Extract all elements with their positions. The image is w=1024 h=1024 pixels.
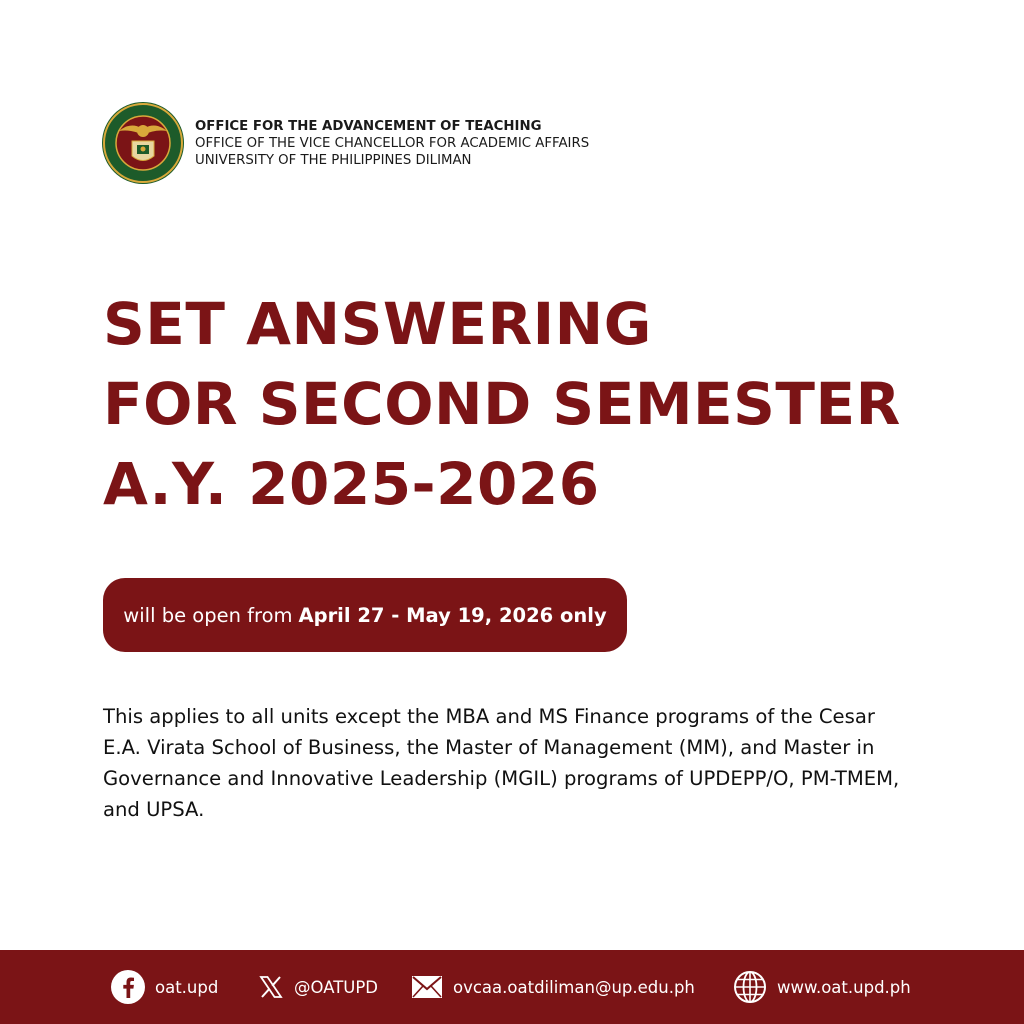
email-contact[interactable] [411, 950, 695, 1024]
coverage-note: This applies to all units except the MBA and MS Finance programs of the Cesar E.A. Virata School of Business, the Master of Management (MM), and Master in Governance and Innovative Leadership (MGIL) programs of UPDEPP/O, PM-TMEM, and UPSA. [103, 705, 900, 821]
announcement-title [103, 284, 901, 524]
facebook-icon [111, 970, 145, 1004]
title-line-2: FOR SECOND SEMESTER [103, 370, 901, 438]
org-names [195, 118, 589, 169]
schedule-dates: April 27 - May 19, 2026 only [298, 603, 607, 627]
website-url: www.oat.upd.ph [777, 977, 911, 997]
contact-footer [0, 950, 1024, 1024]
university-name: UNIVERSITY OF THE PHILIPPINES DILIMAN [195, 152, 472, 168]
x-handle: @OATUPD [294, 977, 379, 997]
title-line-3: A.Y. 2025-2026 [103, 450, 600, 518]
schedule-pill [103, 578, 627, 652]
facebook-handle: oat.upd [155, 977, 219, 997]
up-seal-logo [101, 101, 185, 185]
globe-icon [733, 970, 767, 1004]
schedule-prefix: will be open from [123, 603, 293, 627]
x-contact[interactable] [258, 950, 378, 1024]
facebook-contact[interactable] [111, 950, 218, 1024]
x-icon [258, 974, 284, 1000]
office-name: OFFICE FOR THE ADVANCEMENT OF TEACHING [195, 118, 542, 134]
website-contact[interactable] [733, 950, 911, 1024]
header [101, 101, 589, 185]
vice-chancellor-office: OFFICE OF THE VICE CHANCELLOR FOR ACADEMIC AFFAIRS [195, 135, 590, 151]
title-line-1: SET ANSWERING [103, 290, 652, 358]
mail-icon [411, 975, 443, 999]
email-address: ovcaa.oatdiliman@up.edu.ph [453, 977, 695, 997]
